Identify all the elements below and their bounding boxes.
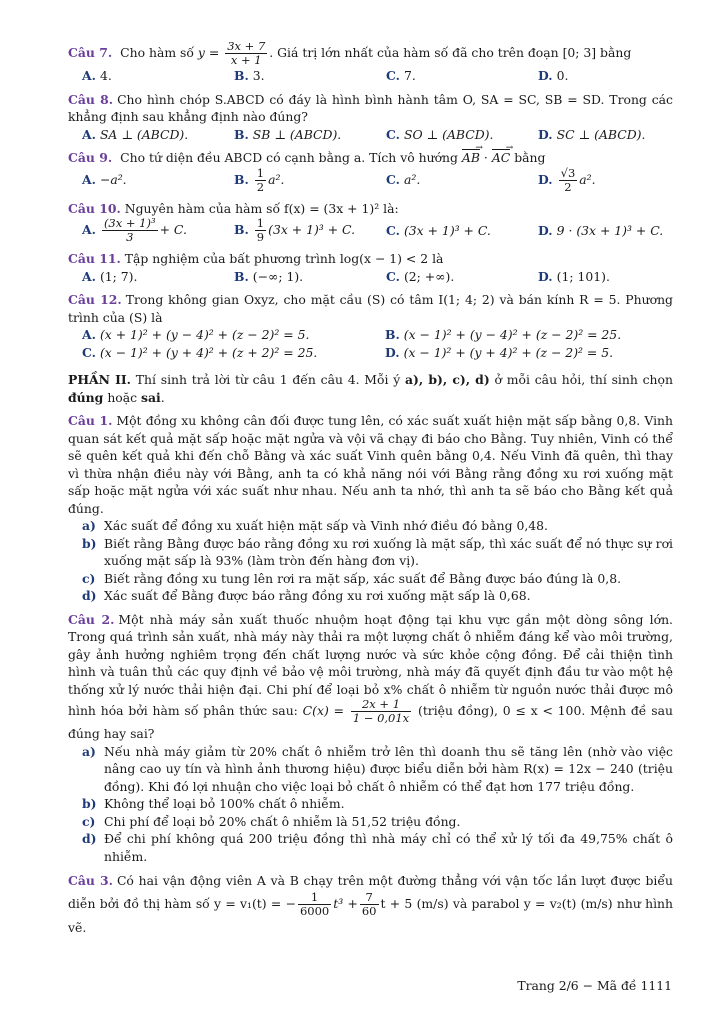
- statement-c[interactable]: [82, 813, 673, 831]
- option-text: SB ⊥ (ABCD).: [252, 126, 342, 142]
- question-number: Câu 1.: [68, 413, 113, 428]
- exam-page: [68, 40, 673, 944]
- question-text-post: bằng: [514, 150, 546, 165]
- option-c[interactable]: [386, 126, 538, 144]
- question-7: [68, 40, 673, 85]
- option-text: SA ⊥ (ABCD).: [99, 126, 189, 142]
- option-label: B.: [234, 268, 249, 284]
- option-text: (2; +∞).: [403, 268, 455, 284]
- question-text: Một nhà máy sản xuất thuốc nhuộm hoạt động tại khu vực gần một dòng sông lớn. Trong quá trình sản xuất, nhà máy này thải ra một lượng chất ô nhiễm đáng kể vào môi trường, gây ảnh hưởng nghiêm trọng đến chất lượng nước và sức khỏe cộng đồng. Để cải thiện tình hình và tuân thủ các quy định về bảo vệ môi trường, nhà máy đã quyết định đầu tư vào một hệ thống xử lý nước thải hiện đại. Chi phí để loại bỏ x% chất ô nhiễm từ nguồn nước thải được mô hình hóa bởi hàm số phân thức sau:: [68, 611, 673, 718]
- page-footer: Trang 2/6 − Mã đề 1111: [517, 978, 672, 993]
- answer-options: [68, 67, 673, 85]
- option-text: (x − 1)² + (y + 4)² + (z + 2)² = 25.: [99, 344, 318, 360]
- word-sai: sai: [141, 389, 161, 405]
- option-label: D.: [385, 344, 400, 360]
- option-label: B.: [385, 327, 400, 342]
- option-label: D.: [538, 171, 553, 187]
- fraction-denominator: 3: [126, 230, 134, 244]
- statement-label: c): [82, 570, 96, 586]
- option-text: + C.: [159, 222, 187, 237]
- option-label: A.: [82, 126, 96, 142]
- function-fraction: [225, 40, 267, 67]
- part-title: PHẦN II.: [68, 372, 131, 387]
- question-number: Câu 12.: [68, 292, 122, 307]
- part2-question-3: [68, 871, 673, 938]
- question-9-stem: [68, 149, 673, 167]
- question-text: Trong không gian Oxyz, cho mặt cầu (S) có tâm I(1; 4; 2) và bán kính R = 5. Phương trình của (S) là: [68, 292, 673, 325]
- option-c[interactable]: [386, 171, 538, 189]
- option-label: D.: [538, 68, 553, 83]
- part-2-heading: [68, 371, 673, 406]
- fraction-numerator: √3: [560, 165, 576, 180]
- option-label: C.: [386, 172, 400, 188]
- word-dung: đúng: [68, 389, 104, 405]
- option-text: (x + 1)² + (y − 4)² + (z − 2)² = 5.: [99, 327, 310, 342]
- statement-a[interactable]: [82, 743, 673, 796]
- option-label: C.: [386, 222, 400, 238]
- statement-text: Xác suất để Bằng được báo rằng đồng xu rơi xuống mặt sấp là 0,68.: [104, 588, 531, 603]
- option-label: C.: [82, 344, 96, 360]
- option-a[interactable]: [82, 171, 234, 189]
- question-11: [68, 250, 673, 285]
- fraction-denominator: 9: [256, 230, 265, 244]
- part2-question-1: [68, 412, 673, 605]
- statement-text: Biết rằng Bằng được báo rằng đồng xu rơi xuống là mặt sấp, thì xác suất để nó thực sự rơi xuống mặt sấp là 93% (làm tròn đến hàng đơn vị).: [104, 535, 673, 568]
- option-fraction: [559, 167, 578, 194]
- option-text: (−∞; 1).: [252, 268, 304, 284]
- cost-function-fraction: [351, 698, 411, 725]
- option-label: C.: [386, 126, 400, 142]
- option-label: D.: [538, 268, 553, 284]
- option-b[interactable]: [234, 268, 386, 286]
- statement-label: d): [82, 588, 97, 603]
- statement-b[interactable]: [82, 535, 673, 570]
- option-a[interactable]: [82, 126, 234, 144]
- velocity-term: t³ +: [333, 896, 358, 911]
- statement-d[interactable]: [82, 587, 673, 605]
- option-text: (1; 101).: [556, 268, 610, 284]
- statement-text: Để chi phí không quá 200 triệu đồng thì nhà máy chỉ có thể xử lý tối đa 49,75% chất ô nhiễm.: [104, 831, 673, 864]
- statement-label: a): [82, 743, 96, 759]
- option-b[interactable]: [234, 126, 386, 144]
- statement-text: Chi phí để loại bỏ 20% chất ô nhiễm là 51,52 triệu đồng.: [104, 813, 461, 829]
- option-text: 7.: [403, 68, 416, 83]
- option-text: SC ⊥ (ABCD).: [556, 126, 646, 142]
- part-instruction: Thí sinh trả lời từ câu 1 đến câu 4. Mỗi ý: [135, 372, 401, 387]
- fraction-denominator: 2: [256, 179, 265, 194]
- fraction-numerator: 2x + 1: [351, 698, 411, 712]
- question-12-stem: [68, 291, 673, 326]
- question-7-stem: [68, 40, 673, 67]
- question-text: Nguyên hàm của hàm số f(x) = (3x + 1)² là:: [124, 200, 399, 216]
- option-text: a².: [268, 171, 285, 187]
- velocity-fraction-1: [298, 891, 331, 918]
- vector-ac: AC →: [492, 149, 510, 167]
- fraction-numerator: 3x + 7: [227, 39, 266, 53]
- option-d[interactable]: [538, 67, 687, 85]
- option-text: 4.: [99, 68, 112, 83]
- option-text: (3x + 1)³ + C.: [268, 222, 356, 237]
- option-fraction: [102, 217, 158, 244]
- statement-list: [68, 517, 673, 605]
- answer-options: [68, 217, 673, 244]
- fraction-denominator: 2: [564, 179, 572, 194]
- answer-options: [68, 167, 673, 194]
- fraction-numerator: 1: [256, 216, 265, 230]
- option-text: 9 · (3x + 1)³ + C.: [556, 222, 664, 238]
- statement-b[interactable]: [82, 795, 673, 813]
- option-text: 0.: [556, 68, 569, 83]
- option-label: A.: [82, 222, 96, 237]
- question-8: [68, 91, 673, 144]
- question-text: Tập nghiệm của bất phương trình log(x − 1) < 2 là: [124, 251, 444, 266]
- option-d[interactable]: [538, 126, 687, 144]
- question-number: Câu 10.: [68, 200, 121, 216]
- option-b[interactable]: [234, 167, 386, 194]
- option-c[interactable]: [386, 268, 538, 286]
- option-label: B.: [234, 68, 249, 83]
- function-lhs: y =: [197, 45, 220, 60]
- question-text: Một đồng xu không cân đối được tung lên, có xác suất xuất hiện mặt sấp bằng 0,8. Vinh quan sát kết quả mặt sấp hoặc mặt ngửa và vội vã chạy đi báo cho Bằng. Tuy nhiên, Vinh có thể sẽ quên kết quả khi đến chỗ Bằng và xác suất Vinh quên bằng 0,4. Nếu Vinh đã quên, thì thay vì thừa nhận điều này với Bằng, anh ta có khả năng nói với Bằng rằng đồng xu rơi xuống mặt sấp hoặc mặt ngửa với xác suất như nhau. Nếu anh ta nhớ, thì anh ta sẽ báo cho Bằng kết quả đúng.: [68, 413, 673, 516]
- question-text: Có hai vận động viên A và B chạy trên một đường thẳng với vận tốc lần lượt được biểu diễn bởi đồ thị hàm số y = v₁(t) = −: [68, 873, 673, 911]
- dot-operator: ·: [483, 150, 488, 165]
- fraction-denominator: 1 − 0,01x: [352, 711, 410, 725]
- option-fraction: [255, 217, 266, 244]
- option-label: A.: [82, 268, 96, 284]
- statement-label: b): [82, 535, 97, 551]
- question-text-post: (triệu đồng), 0 ≤ x < 100. Mệnh đề sau đúng hay sai?: [68, 703, 673, 741]
- word-hoac: hoặc: [107, 389, 138, 405]
- option-label: A.: [82, 68, 96, 83]
- statement-a[interactable]: [82, 517, 673, 535]
- question-number: Câu 9.: [68, 150, 113, 165]
- option-fraction: [255, 167, 266, 194]
- part2-question-2: [68, 611, 673, 866]
- question-text: Cho tứ diện đều ABCD có cạnh bằng a. Tích vô hướng: [120, 150, 458, 165]
- option-text: (x − 1)² + (y − 4)² + (z − 2)² = 25.: [403, 327, 622, 342]
- option-text: −a².: [99, 172, 127, 188]
- statement-text: Xác suất để đồng xu xuất hiện mặt sấp và Vinh nhớ điều đó bằng 0,48.: [104, 518, 548, 533]
- statement-label: a): [82, 518, 96, 533]
- fraction-numerator: 7: [360, 891, 379, 905]
- option-text: a².: [579, 171, 596, 187]
- option-label: B.: [234, 126, 249, 142]
- answer-options: [68, 326, 673, 361]
- option-label: C.: [386, 68, 400, 83]
- option-a[interactable]: [82, 67, 234, 85]
- option-text: (3x + 1)³ + C.: [403, 222, 491, 238]
- option-c[interactable]: [386, 67, 538, 85]
- option-text: 3.: [252, 68, 265, 83]
- option-text: SO ⊥ (ABCD).: [403, 126, 494, 142]
- option-d[interactable]: [538, 167, 687, 194]
- option-label: D.: [538, 222, 553, 238]
- option-text: (x − 1)² + (y + 4)² + (z − 2)² = 5.: [403, 344, 614, 360]
- option-a[interactable]: [82, 268, 234, 286]
- cost-function-lhs: C(x) =: [302, 703, 344, 718]
- question-number: Câu 11.: [68, 251, 121, 266]
- statement-text: Biết rằng đồng xu tung lên rơi ra mặt sấp, xác suất để Bằng được báo đúng là 0,8.: [104, 570, 622, 586]
- part-items: a), b), c), d): [405, 372, 490, 387]
- question-number: Câu 8.: [68, 91, 114, 107]
- question-number: Câu 7.: [68, 45, 113, 60]
- question-9: [68, 149, 673, 194]
- option-label: A.: [82, 327, 96, 342]
- question-text-post: . Giá trị lớn nhất của hàm số đã cho trên đoạn [0; 3] bằng: [269, 45, 632, 60]
- question-11-stem: [68, 250, 673, 268]
- statement-label: d): [82, 831, 97, 846]
- statement-label: b): [82, 796, 97, 811]
- question-8-stem: [68, 91, 673, 126]
- question-number: Câu 3.: [68, 873, 113, 888]
- fraction-numerator: 1: [256, 165, 265, 180]
- option-a[interactable]: [82, 326, 385, 344]
- statement-text: Không thể loại bỏ 100% chất ô nhiễm.: [104, 796, 345, 811]
- option-label: D.: [538, 126, 553, 142]
- fraction-numerator: 1: [298, 891, 331, 905]
- fraction-denominator: 60: [361, 904, 377, 918]
- option-d[interactable]: [538, 222, 687, 240]
- option-label: B.: [234, 222, 249, 237]
- option-d[interactable]: [538, 268, 687, 286]
- statement-list: [68, 743, 673, 866]
- question-1-stem: [68, 412, 673, 517]
- vector-ab: AB →: [462, 149, 480, 167]
- answer-options: [68, 268, 673, 286]
- question-text-post: t + 5 (m/s) và parabol y = v₂(t) (m/s) như hình vẽ.: [68, 896, 673, 935]
- statement-label: c): [82, 813, 96, 829]
- option-label: C.: [386, 268, 400, 284]
- period: .: [160, 389, 165, 405]
- fraction-denominator: x + 1: [230, 53, 262, 67]
- statement-c[interactable]: [82, 570, 673, 588]
- option-d[interactable]: [385, 344, 687, 362]
- option-a[interactable]: [82, 217, 234, 244]
- fraction-denominator: 6000: [299, 904, 330, 918]
- question-2-stem: [68, 611, 673, 743]
- statement-d[interactable]: [82, 830, 673, 865]
- question-10-stem: [68, 200, 673, 218]
- option-c[interactable]: [386, 222, 538, 240]
- option-text: (1; 7).: [99, 268, 138, 284]
- answer-options: [68, 126, 673, 144]
- question-12: [68, 291, 673, 361]
- fraction-numerator: (3x + 1)³: [103, 216, 156, 230]
- question-number: Câu 2.: [68, 611, 115, 627]
- statement-text: Nếu nhà máy giảm từ 20% chất ô nhiễm trở lên thì doanh thu sẽ tăng lên (nhờ vào việc nâng cao uy tín và hình ảnh thương hiệu) được biểu diễn bởi hàm R(x) = 12x − 240 (triệu đồng). Khi đó lợi nhuận cho việc loại bỏ chất ô nhiễm có thể đạt hơn 177 triệu đồng.: [104, 743, 673, 794]
- option-b[interactable]: [385, 326, 687, 344]
- option-text: a².: [403, 172, 421, 188]
- option-label: A.: [82, 172, 96, 188]
- question-text: Cho hàm số: [120, 45, 194, 60]
- part-instruction-cont: ở mỗi câu hỏi, thí sinh chọn: [494, 372, 673, 387]
- question-text: Cho hình chóp S.ABCD có đáy là hình bình hành tâm O, SA = SC, SB = SD. Trong các khẳng định sau khẳng định nào đúng?: [68, 91, 673, 124]
- question-10: [68, 200, 673, 245]
- option-label: B.: [234, 171, 249, 187]
- option-c[interactable]: [82, 344, 385, 362]
- velocity-fraction-2: [360, 891, 379, 918]
- option-b[interactable]: [234, 67, 386, 85]
- option-b[interactable]: [234, 217, 386, 244]
